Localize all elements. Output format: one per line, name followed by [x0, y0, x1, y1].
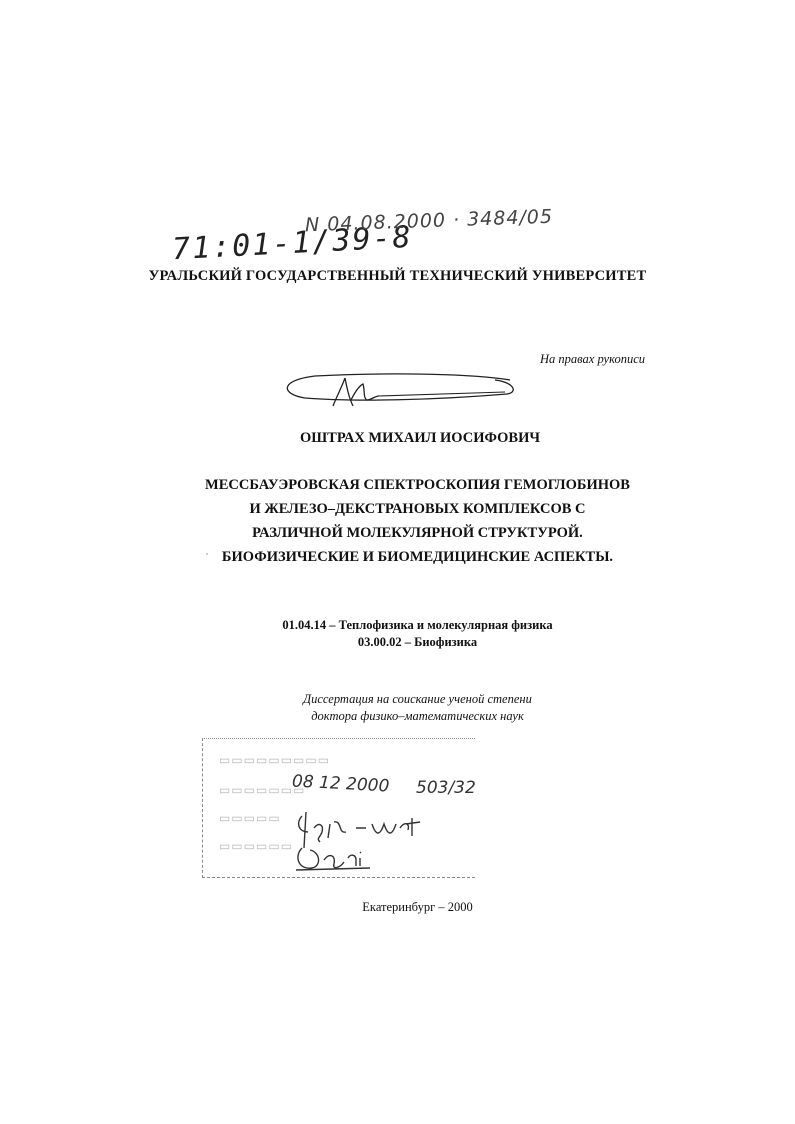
- dissertation-title: [0, 473, 795, 569]
- author-signature: [275, 366, 525, 416]
- author-name: ОШТРАХ МИХАИЛ ИОСИФОВИЧ: [299, 430, 541, 446]
- specialty-line: 01.04.14 – Теплофизика и молекулярная физика: [282, 618, 553, 632]
- stamp-number: 503/32: [416, 778, 476, 798]
- scan-speck: [206, 553, 208, 555]
- specialties: [0, 617, 795, 651]
- specialty-line: 03.00.02 – Биофизика: [357, 635, 478, 649]
- rights-note: На правах рукописи: [540, 352, 645, 366]
- title-line: РАЗЛИЧНОЙ МОЛЕКУЛЯРНОЙ СТРУКТУРОЙ.: [252, 525, 583, 541]
- title-line: МЕССБАУЭРОВСКАЯ СПЕКТРОСКОПИЯ ГЕМОГЛОБИНОВ: [205, 477, 630, 493]
- stamp-faded-row: ▭▭▭▭▭: [219, 811, 281, 825]
- stamp-handwriting: [290, 808, 430, 878]
- stamp-faded-row: ▭▭▭▭▭▭: [219, 839, 294, 853]
- city-year: Екатеринбург – 2000: [362, 900, 473, 914]
- stamp-faded-row: ▭▭▭▭▭▭▭: [219, 783, 306, 797]
- degree-line: доктора физико–математических наук: [311, 709, 524, 723]
- degree-statement: [0, 691, 795, 725]
- university-name: УРАЛЬСКИЙ ГОСУДАРСТВЕННЫЙ ТЕХНИЧЕСКИЙ УНИВЕРСИТЕТ: [148, 268, 647, 284]
- title-line: И ЖЕЛЕЗО–ДЕКСТРАНОВЫХ КОМПЛЕКСОВ С: [249, 501, 586, 517]
- title-line: БИОФИЗИЧЕСКИЕ И БИОМЕДИЦИНСКИЕ АСПЕКТЫ.: [221, 549, 614, 565]
- degree-line: Диссертация на соискание ученой степени: [303, 692, 532, 706]
- handwritten-call-number: 71:01-1/39-8: [171, 219, 414, 268]
- stamp-date: 08 12 2000: [291, 771, 390, 797]
- handwritten-registration: N 04.08.2000 · 3484/05: [304, 205, 554, 237]
- stamp-faded-row: ▭▭▭▭▭▭▭▭▭: [219, 753, 331, 767]
